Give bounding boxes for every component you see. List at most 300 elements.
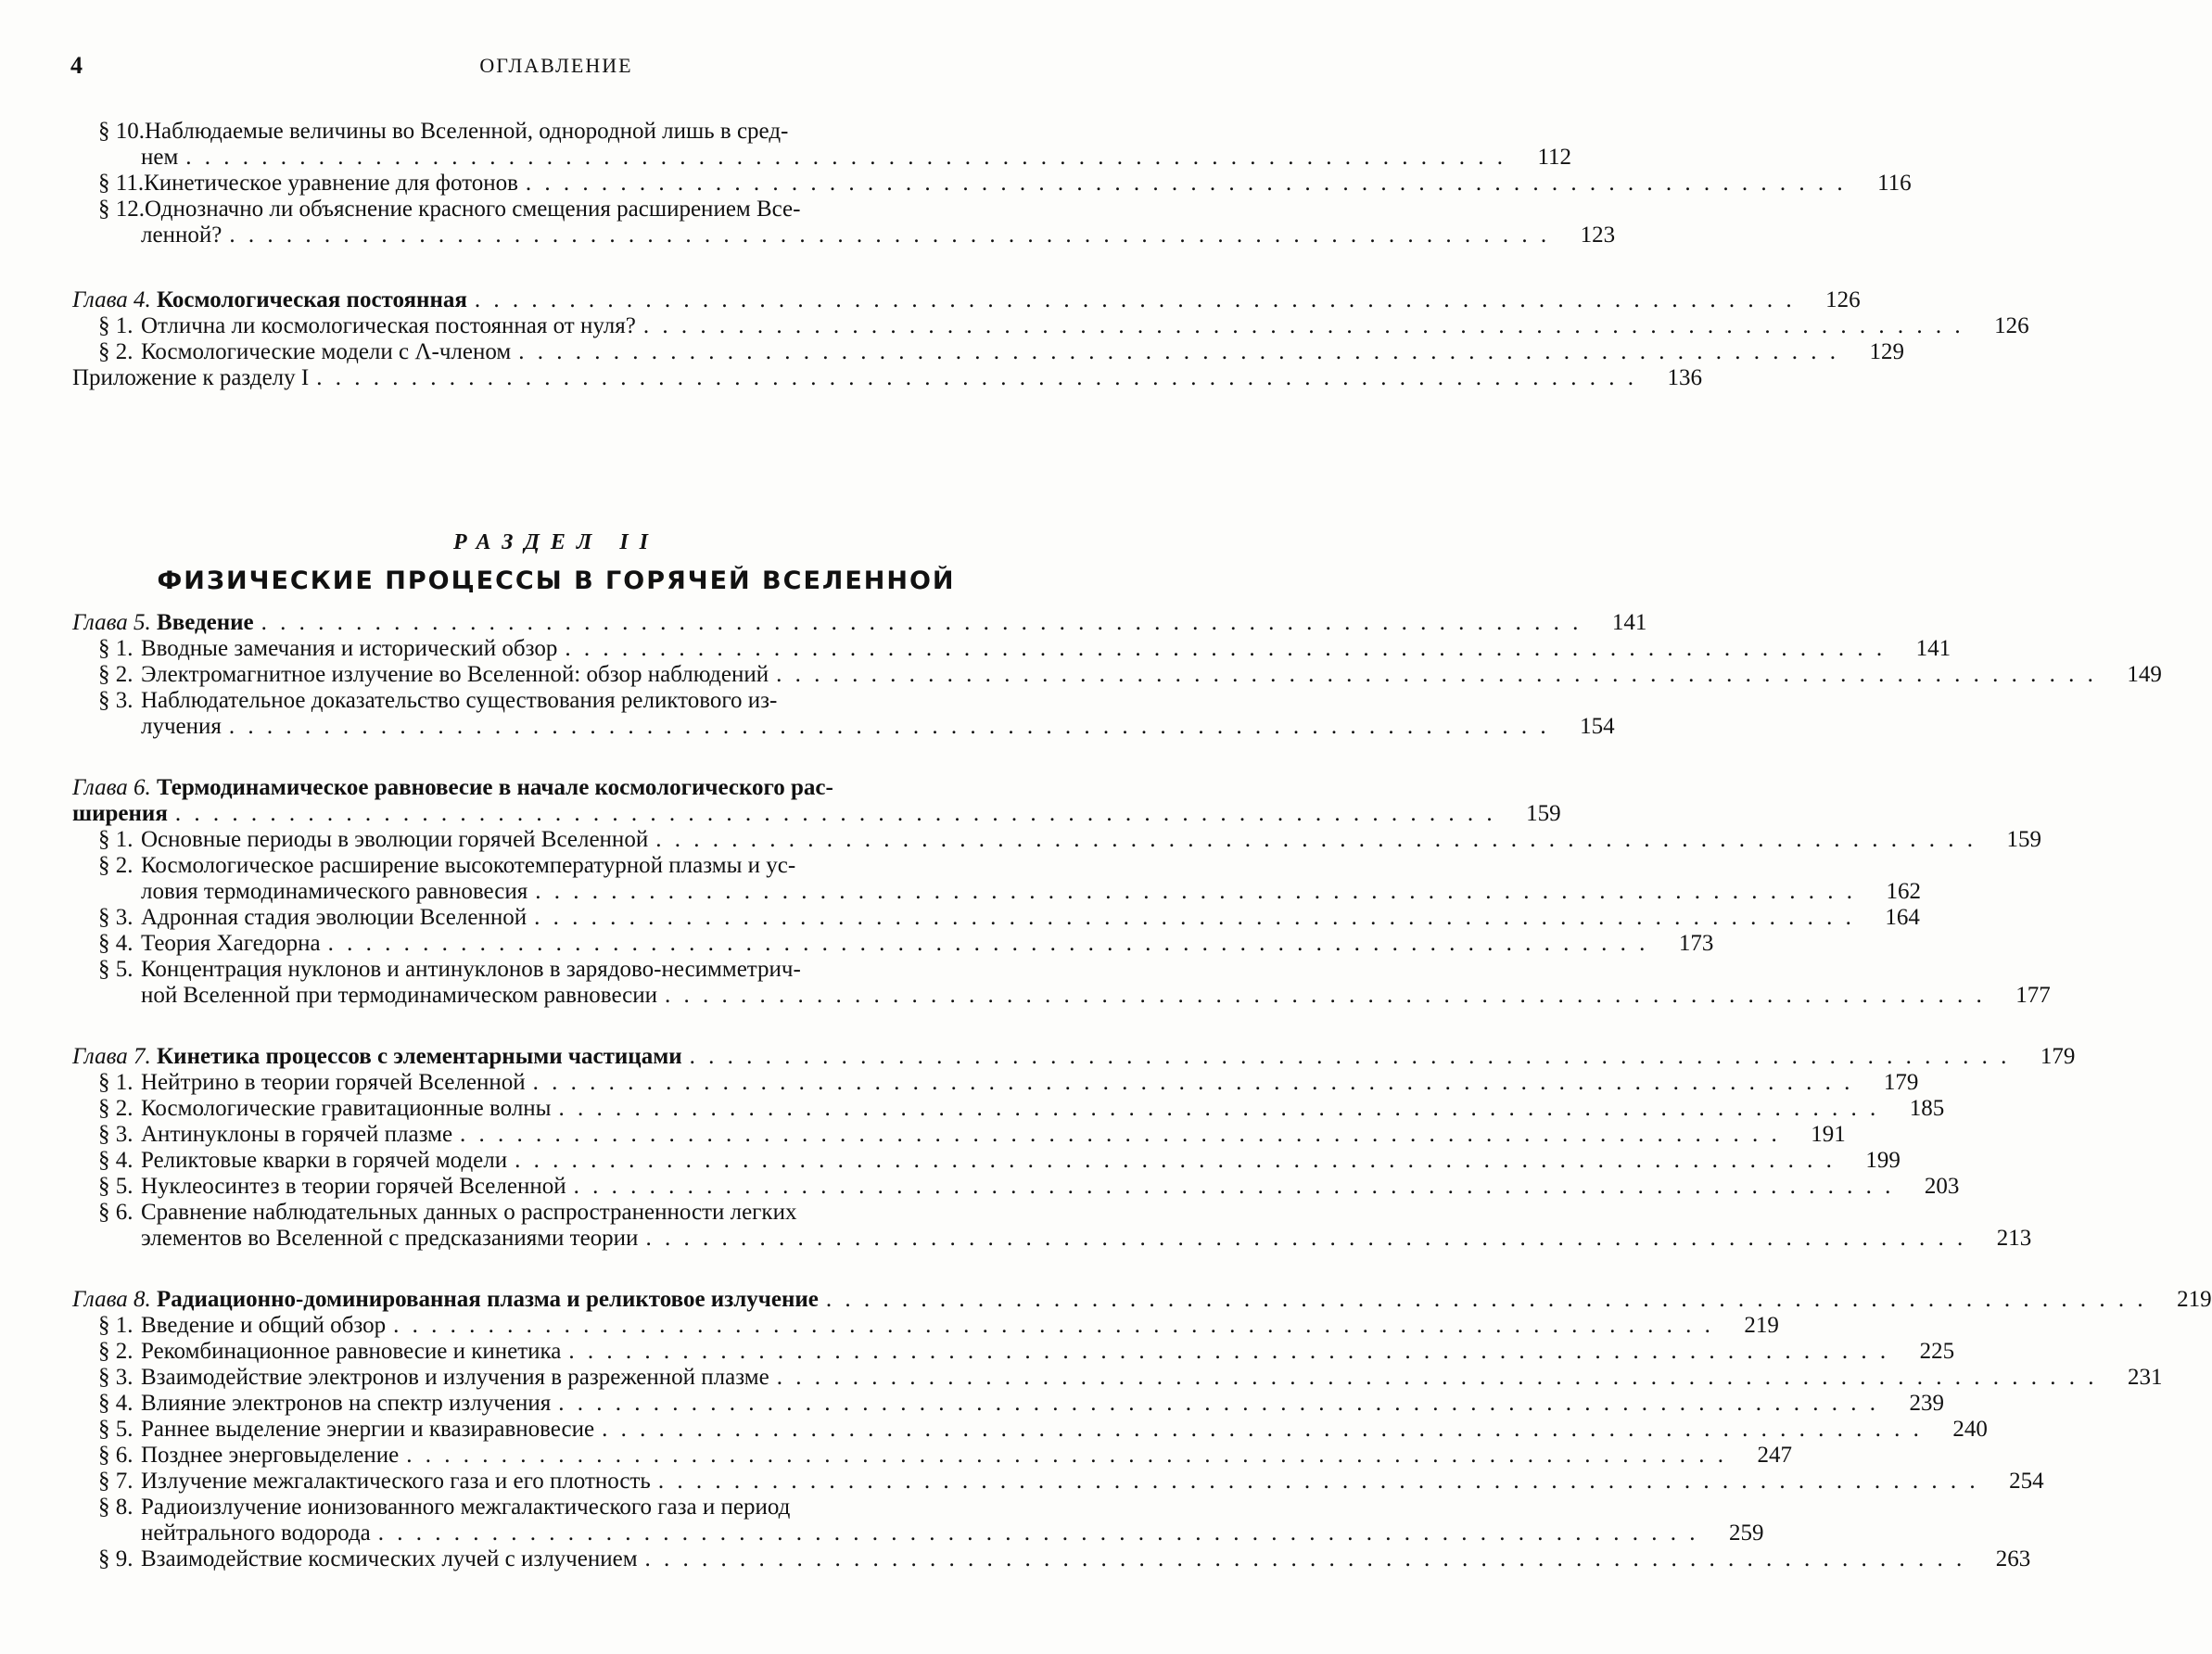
page-reference: 123	[1580, 223, 1616, 248]
entry-text	[98, 957, 801, 982]
dot-leader	[518, 171, 1847, 197]
toc-section-entry	[72, 1546, 2031, 1572]
dot-leader	[467, 287, 1796, 313]
entry-label	[72, 1174, 1894, 1200]
entry-text	[72, 1287, 819, 1313]
entry-label	[72, 197, 1550, 248]
dot-leader	[371, 1520, 1699, 1546]
toc-chapter-entry	[72, 1044, 2076, 1070]
dot-leader	[682, 1044, 2011, 1070]
toc-section-entry	[72, 1495, 1764, 1546]
entry-title: Космологические модели с Λ-членом	[141, 339, 512, 364]
dot-leader	[526, 1070, 1854, 1096]
entry-label	[72, 1469, 1979, 1495]
entry-title: Позднее энерговыделение	[141, 1443, 400, 1468]
dot-leader	[222, 223, 1550, 248]
entry-text	[98, 1365, 769, 1391]
entry-title: Электромагнитное излучение во Вселенной: обзор наблюдений	[141, 662, 769, 687]
entry-title: Космологическая постоянная	[157, 287, 467, 312]
toc-section-entry	[72, 1339, 1955, 1365]
entry-line	[98, 1096, 1879, 1122]
section-symbol: § 5.	[98, 957, 133, 982]
dot-leader	[507, 1148, 1836, 1174]
entry-line	[98, 662, 2097, 688]
entry-line	[98, 1200, 1966, 1226]
section-symbol: § 3.	[98, 688, 133, 713]
dot-leader	[594, 1417, 1923, 1443]
entry-label	[72, 688, 1550, 740]
entry-text	[98, 1226, 638, 1252]
toc-section-entry	[72, 1417, 1988, 1443]
entry-text	[98, 145, 178, 171]
entry-title: Введение	[157, 610, 254, 635]
entry-title: Антинуклоны в горячей плазме	[141, 1122, 453, 1147]
entry-label	[72, 365, 1637, 391]
entry-title: Теория Хагедорна	[141, 931, 321, 956]
toc-section-entry	[72, 853, 1921, 905]
entry-label	[72, 853, 1856, 905]
section-symbol: § 2.	[98, 1096, 133, 1121]
entry-label	[72, 1070, 1853, 1096]
entry-title: Наблюдательное доказательство существования реликтового из-	[141, 688, 778, 713]
entry-label	[72, 610, 1582, 636]
entry-label	[72, 1443, 1727, 1469]
entry-line	[98, 688, 1550, 714]
toc-section-entry	[72, 313, 2029, 339]
entry-line	[72, 801, 1496, 827]
page-reference: 191	[1811, 1122, 1846, 1147]
entry-label	[72, 1044, 2010, 1070]
toc-section-entry	[72, 827, 2041, 853]
entry-title: ной Вселенной при термодинамическом равновесии	[141, 983, 658, 1008]
entry-text	[98, 983, 657, 1009]
entry-label	[72, 339, 1839, 365]
toc-section-entry	[72, 1391, 1944, 1417]
toc-section-entry	[72, 1200, 2032, 1252]
entry-label	[72, 1339, 1889, 1365]
entry-title: Адронная стадия эволюции Вселенной	[141, 905, 528, 930]
page-reference: 112	[1537, 145, 1572, 170]
section-symbol: § 12.	[98, 197, 145, 222]
entry-line	[98, 1365, 2097, 1391]
entry-line	[98, 313, 1964, 339]
entry-title: Космологическое расширение высокотемпературной плазмы и ус-	[141, 853, 796, 878]
page-header	[0, 52, 1112, 78]
entry-line	[98, 983, 1986, 1009]
page-reference: 199	[1865, 1148, 1901, 1173]
page-reference: 149	[2127, 662, 2162, 687]
toc-section-entry	[72, 1469, 2044, 1495]
toc-chapter-entry	[72, 610, 1647, 636]
toc-section-entry	[72, 171, 1912, 197]
entry-label	[72, 1391, 1879, 1417]
toc-chapter-entry	[72, 287, 1861, 313]
entry-text	[72, 775, 833, 800]
entry-title: Кинетическое уравнение для фотонов	[144, 171, 518, 196]
entry-label	[72, 905, 1855, 931]
entry-title: нейтрального водорода	[141, 1520, 371, 1546]
entry-title: Взаимодействие космических лучей с излучением	[141, 1546, 638, 1571]
chapter-number: Глава 4.	[72, 287, 158, 312]
entry-text	[98, 1443, 399, 1469]
dot-leader	[527, 905, 1855, 931]
entry-line	[72, 365, 1637, 391]
entry-title: Нейтрино в теории горячей Вселенной	[141, 1070, 526, 1095]
toc-appendix-entry	[72, 365, 1702, 391]
dot-leader	[386, 1313, 1714, 1339]
toc-section-entry	[72, 197, 1616, 248]
entry-line	[98, 119, 1506, 145]
entry-label	[72, 1365, 2097, 1391]
page-reference: 159	[1526, 801, 1561, 826]
toc-section-entry	[72, 1122, 1846, 1148]
section-symbol: § 1.	[98, 1070, 133, 1095]
entry-title: Излучение межгалактического газа и его плотность	[141, 1469, 651, 1494]
entry-line	[98, 879, 1856, 905]
entry-line	[98, 1070, 1853, 1096]
section-symbol: § 2.	[98, 339, 133, 364]
page-reference: 213	[1996, 1226, 2032, 1251]
page-reference: 239	[1909, 1391, 1944, 1416]
page-reference: 259	[1729, 1520, 1764, 1546]
entry-label	[72, 119, 1506, 171]
dot-leader	[638, 1546, 1966, 1572]
section-symbol: § 10.	[98, 119, 145, 144]
dot-leader	[178, 145, 1506, 171]
page-reference: 126	[1825, 287, 1861, 312]
entry-title: Нуклеосинтез в теории горячей Вселенной	[141, 1174, 566, 1199]
entry-label	[72, 1096, 1879, 1122]
section-symbol: § 7.	[98, 1469, 133, 1494]
entry-label	[72, 1546, 1965, 1572]
entry-title: Основные периоды в эволюции горячей Вселенной	[141, 827, 649, 852]
dot-leader	[561, 1339, 1889, 1365]
entry-title: лучения	[141, 714, 222, 739]
entry-line	[98, 905, 1855, 931]
entry-line	[98, 1313, 1714, 1339]
entry-text	[98, 1148, 507, 1174]
page-reference: 203	[1924, 1174, 1960, 1199]
entry-title: Наблюдаемые величины во Вселенной, однородной лишь в сред-	[145, 119, 789, 144]
toc-section-entry	[72, 1313, 1779, 1339]
entry-line	[72, 775, 1496, 801]
page-reference: 154	[1580, 714, 1615, 739]
entry-text	[98, 1546, 638, 1572]
dot-leader	[769, 1365, 2098, 1391]
section-symbol: § 8.	[98, 1495, 133, 1520]
entry-text	[98, 1174, 566, 1200]
entry-text	[98, 931, 321, 957]
entry-text	[98, 827, 648, 853]
chapter-number: Глава 8.	[72, 1287, 158, 1312]
entry-line	[98, 1469, 1979, 1495]
entry-title: ленной?	[141, 223, 222, 248]
dot-leader	[636, 313, 1964, 339]
entry-text	[98, 223, 222, 248]
page-reference: 219	[2177, 1287, 2212, 1312]
page-reference: 129	[1869, 339, 1904, 364]
entry-line	[98, 1122, 1781, 1148]
entry-line	[98, 827, 1977, 853]
toc-section-entry	[72, 636, 1951, 662]
entry-title: Отлична ли космологическая постоянная от нуля?	[141, 313, 636, 338]
dot-leader	[657, 983, 1986, 1009]
section-symbol: § 5.	[98, 1417, 133, 1442]
entry-line	[98, 1520, 1699, 1546]
entry-title: Раннее выделение энергии и квазиравновесие	[141, 1417, 595, 1442]
entry-text	[98, 853, 795, 878]
section-symbol: § 3.	[98, 1365, 133, 1390]
entry-line	[98, 171, 1847, 197]
dot-leader	[254, 610, 1583, 636]
entry-label	[72, 827, 1977, 853]
entry-line	[98, 339, 1839, 365]
entry-text	[98, 1391, 551, 1417]
entry-line	[98, 1443, 1727, 1469]
entry-text	[98, 1469, 651, 1495]
toc-section-entry	[72, 1148, 1901, 1174]
toc-section-entry	[72, 339, 1904, 365]
entry-title: Радиоизлучение ионизованного межгалактического газа и период	[141, 1495, 791, 1520]
entry-text	[98, 636, 557, 662]
entry-text	[72, 610, 254, 636]
section-symbol: § 11.	[98, 171, 145, 196]
entry-line	[98, 1546, 1965, 1572]
entry-line	[72, 1044, 2010, 1070]
entry-line	[72, 1287, 2147, 1313]
page-reference: 177	[2015, 983, 2051, 1008]
entry-text	[98, 197, 800, 222]
section-symbol: § 1.	[98, 636, 133, 661]
table-of-contents	[72, 119, 2212, 1572]
entry-label	[72, 287, 1796, 313]
dot-leader	[638, 1226, 1966, 1252]
page-reference: 141	[1611, 610, 1647, 635]
entry-text	[98, 1070, 526, 1096]
toc-section-entry	[72, 662, 2162, 688]
entry-line	[98, 853, 1856, 879]
toc-section-entry	[72, 957, 2051, 1009]
entry-text	[98, 714, 222, 740]
entry-label	[72, 1417, 1923, 1443]
entry-line	[72, 610, 1582, 636]
part-label: РАЗДЕЛ II	[453, 530, 659, 554]
entry-label	[72, 171, 1847, 197]
entry-title: Взаимодействие электронов и излучения в разреженной плазме	[141, 1365, 769, 1390]
page-reference: 179	[1883, 1070, 1919, 1095]
entry-title: Реликтовые кварки в горячей модели	[141, 1148, 508, 1173]
page-reference: 231	[2127, 1365, 2163, 1390]
entry-line	[98, 1339, 1889, 1365]
entry-text	[98, 1200, 796, 1225]
dot-leader	[511, 339, 1839, 365]
dot-leader	[222, 714, 1550, 740]
page-number: 4	[70, 52, 83, 79]
section-symbol: § 4.	[98, 1148, 133, 1173]
entry-text	[98, 905, 527, 931]
dot-leader	[648, 827, 1977, 853]
toc-section-entry	[72, 931, 1714, 957]
entry-title: Однозначно ли объяснение красного смещения расширением Все-	[145, 197, 801, 222]
entry-line	[98, 1417, 1923, 1443]
page-reference: 185	[1909, 1096, 1945, 1121]
entry-line	[98, 931, 1648, 957]
page-reference: 254	[2009, 1469, 2044, 1494]
entry-text	[98, 119, 788, 144]
entry-line	[98, 223, 1550, 248]
entry-title: Введение и общий обзор	[141, 1313, 387, 1338]
section-symbol: § 6.	[98, 1443, 133, 1468]
page-reference: 219	[1744, 1313, 1779, 1338]
dot-leader	[168, 801, 1496, 827]
entry-label	[72, 1148, 1836, 1174]
entry-line	[98, 957, 1986, 983]
toc-section-entry	[72, 1096, 1945, 1122]
section-symbol: § 6.	[98, 1200, 133, 1225]
entry-label	[72, 957, 1986, 1009]
toc-section-entry	[72, 119, 1572, 171]
dot-leader	[769, 662, 2097, 688]
dot-leader	[551, 1096, 1879, 1122]
toc-chapter-entry	[72, 1287, 2212, 1313]
page-reference: 116	[1877, 171, 1912, 196]
entry-title: ширения	[72, 801, 168, 826]
chapter-number: Глава 6.	[72, 775, 158, 800]
entry-line	[98, 714, 1550, 740]
entry-line	[98, 1148, 1836, 1174]
entry-label	[72, 636, 1886, 662]
entry-text	[98, 879, 528, 905]
page-reference: 263	[1995, 1546, 2031, 1571]
page-reference: 164	[1885, 905, 1920, 930]
entry-text	[98, 171, 518, 197]
entry-line	[72, 287, 1796, 313]
entry-text	[98, 1495, 790, 1520]
entry-line	[98, 197, 1550, 223]
entry-label	[72, 662, 2097, 688]
entry-title: Влияние электронов на спектр излучения	[141, 1391, 552, 1416]
section-symbol: § 3.	[98, 905, 133, 930]
entry-title: Кинетика процессов с элементарными частицами	[157, 1044, 682, 1069]
entry-title: Концентрация нуклонов и антинуклонов в зарядово-несимметрич-	[141, 957, 801, 982]
entry-title: ловия термодинамического равновесия	[141, 879, 528, 904]
entry-title: Термодинамическое равновесие в начале космологического рас-	[157, 775, 833, 800]
entry-title: Сравнение наблюдательных данных о распространенности легких	[141, 1200, 797, 1225]
toc-section-entry	[72, 1070, 1919, 1096]
toc-section-entry	[72, 1365, 2163, 1391]
page-reference: 240	[1952, 1417, 1988, 1442]
entry-line	[98, 1495, 1699, 1520]
entry-text	[72, 365, 309, 391]
entry-text	[98, 1096, 551, 1122]
entry-line	[98, 636, 1886, 662]
entry-line	[98, 145, 1506, 171]
entry-title: Вводные замечания и исторический обзор	[141, 636, 558, 661]
dot-leader	[452, 1122, 1781, 1148]
page-reference: 136	[1667, 365, 1702, 390]
section-symbol: § 1.	[98, 827, 133, 852]
page-reference: 225	[1919, 1339, 1955, 1364]
dot-leader	[528, 879, 1856, 905]
entry-text	[98, 688, 777, 713]
page-reference: 159	[2006, 827, 2041, 852]
entry-text	[72, 1044, 682, 1070]
toc-section-entry	[72, 1174, 1960, 1200]
entry-title: Приложение к разделу I	[72, 365, 310, 390]
entry-text	[98, 1339, 561, 1365]
section-symbol: § 5.	[98, 1174, 133, 1199]
section-symbol: § 2.	[98, 1339, 133, 1364]
section-symbol: § 3.	[98, 1122, 133, 1147]
entry-text	[72, 801, 168, 827]
chapter-number: Глава 5.	[72, 610, 158, 635]
chapter-number: Глава 7.	[72, 1044, 158, 1069]
section-symbol: § 9.	[98, 1546, 133, 1571]
entry-title: Рекомбинационное равновесие и кинетика	[141, 1339, 562, 1364]
entry-label	[72, 313, 1964, 339]
entry-text	[98, 313, 636, 339]
entry-text	[98, 1520, 371, 1546]
entry-title: Космологические гравитационные волны	[141, 1096, 552, 1121]
entry-text	[98, 1417, 594, 1443]
entry-title: элементов во Вселенной с предсказаниями теории	[141, 1226, 639, 1251]
page-reference: 179	[2040, 1044, 2076, 1069]
dot-leader	[399, 1443, 1727, 1469]
entry-text	[72, 287, 467, 313]
section-symbol: § 4.	[98, 1391, 133, 1416]
entry-label	[72, 1122, 1781, 1148]
entry-line	[98, 1226, 1966, 1252]
dot-leader	[551, 1391, 1879, 1417]
section-symbol: § 2.	[98, 853, 133, 878]
page-reference: 162	[1886, 879, 1921, 904]
entry-line	[98, 1391, 1879, 1417]
entry-line	[98, 1174, 1894, 1200]
entry-text	[98, 339, 511, 365]
part-title: ФИЗИЧЕСКИЕ ПРОЦЕССЫ В ГОРЯЧЕЙ ВСЕЛЕННОЙ	[157, 566, 956, 595]
toc-section-entry	[72, 1443, 1792, 1469]
section-symbol: § 1.	[98, 313, 133, 338]
dot-leader	[321, 931, 1649, 957]
section-symbol: § 1.	[98, 1313, 133, 1338]
entry-label	[72, 1495, 1699, 1546]
section-symbol: § 2.	[98, 662, 133, 687]
page-reference: 173	[1678, 931, 1714, 956]
entry-title: нем	[141, 145, 179, 170]
page-reference: 247	[1757, 1443, 1792, 1468]
running-head: ОГЛАВЛЕНИЕ	[479, 54, 633, 77]
toc-section-entry	[72, 905, 1920, 931]
dot-leader	[566, 1174, 1895, 1200]
section-symbol: § 4.	[98, 931, 133, 956]
entry-label	[72, 931, 1648, 957]
page-reference: 126	[1994, 313, 2029, 338]
dot-leader	[557, 636, 1886, 662]
toc-section-entry	[72, 688, 1615, 740]
entry-label	[72, 1287, 2147, 1313]
toc-chapter-entry	[72, 775, 1561, 827]
dot-leader	[651, 1469, 1979, 1495]
entry-label	[72, 1200, 1966, 1252]
entry-text	[98, 1313, 386, 1339]
entry-label	[72, 1313, 1714, 1339]
entry-text	[98, 662, 769, 688]
dot-leader	[309, 365, 1637, 391]
entry-text	[98, 1122, 452, 1148]
dot-leader	[819, 1287, 2147, 1313]
entry-title: Радиационно-доминированная плазма и реликтовое излучение	[157, 1287, 819, 1312]
entry-label	[72, 775, 1496, 827]
